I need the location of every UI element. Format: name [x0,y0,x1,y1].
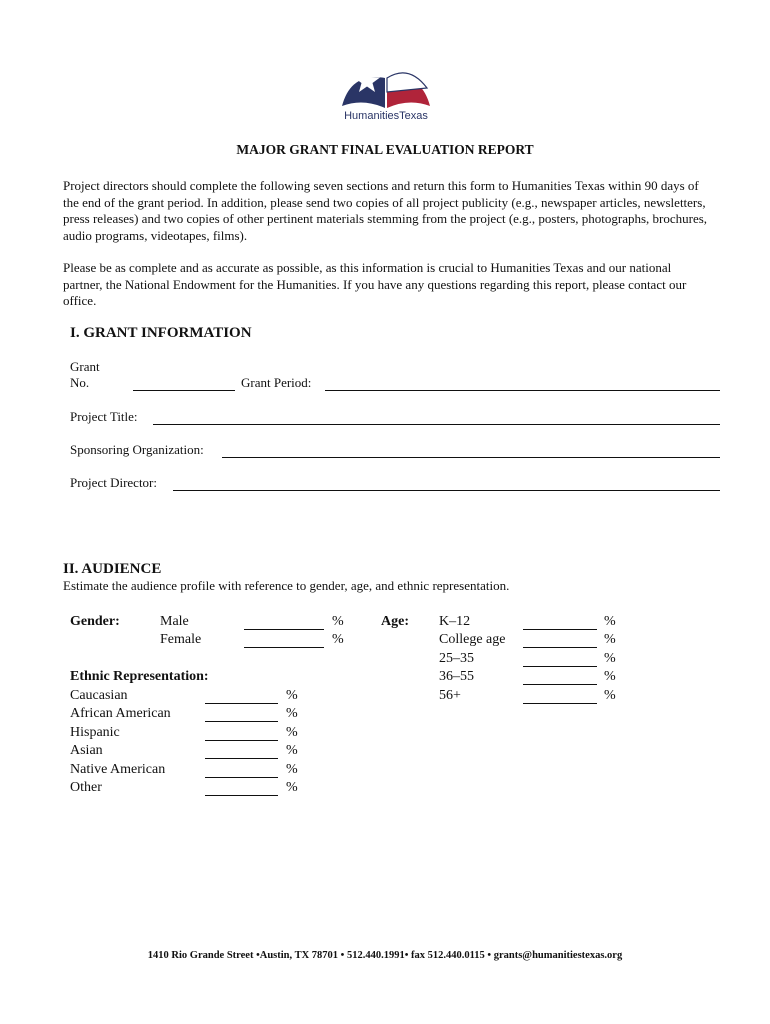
age-label: Age: [381,614,409,629]
age-25-35-label: 25–35 [439,651,474,666]
ethnic-representation-label: Ethnic Representation: [70,669,209,684]
ethnic-other-label: Other [70,780,102,795]
ethnic-caucasian-label: Caucasian [70,688,128,703]
percent-symbol: % [604,632,616,647]
intro-paragraph-2: Please be as complete and as accurate as possible, as this information is crucial to Humanities Texas and our national partner, the National Endowment for the Humanities. If you have any questions regarding this report, please contact our office. [63,260,687,308]
gender-label: Gender: [70,614,120,629]
grant-no-field[interactable] [133,390,235,391]
age-36-55-field[interactable] [523,684,597,685]
ethnic-african-american-label: African American [70,706,171,721]
audience-heading: II. AUDIENCE [63,561,162,577]
ethnic-asian-label: Asian [70,743,103,758]
open-book-star-icon [339,58,433,110]
sponsoring-organization-field[interactable] [222,457,720,458]
sponsoring-organization-label: Sponsoring Organization: [70,442,204,457]
humanities-texas-logo [336,58,436,128]
audience-subtitle: Estimate the audience profile with reference to gender, age, and ethnic representation. [63,578,510,593]
ethnic-other-field[interactable] [205,795,278,796]
gender-male-field[interactable] [244,629,324,630]
ethnic-native-american-field[interactable] [205,777,278,778]
page-title: MAJOR GRANT FINAL EVALUATION REPORT [236,142,534,157]
percent-symbol: % [286,725,298,740]
age-36-55-label: 36–55 [439,669,474,684]
gender-male-label: Male [160,614,189,629]
percent-symbol: % [286,762,298,777]
ethnic-native-american-label: Native American [70,762,166,777]
ethnic-asian-field[interactable] [205,758,278,759]
percent-symbol: % [604,688,616,703]
age-college-field[interactable] [523,647,597,648]
gender-female-field[interactable] [244,647,324,648]
percent-symbol: % [332,632,344,647]
percent-symbol: % [286,743,298,758]
grant-no-label-line1: Grant [70,359,100,374]
grant-period-label: Grant Period: [241,375,312,390]
percent-symbol: % [286,688,298,703]
project-director-field[interactable] [173,490,720,491]
age-k12-label: K–12 [439,614,471,629]
age-k12-field[interactable] [523,629,597,630]
percent-symbol: % [286,780,298,795]
age-college-label: College age [439,632,506,647]
age-56plus-field[interactable] [523,703,597,704]
percent-symbol: % [286,706,298,721]
project-title-field[interactable] [153,424,720,425]
percent-symbol: % [604,651,616,666]
gender-female-label: Female [160,632,202,647]
percent-symbol: % [604,614,616,629]
percent-symbol: % [332,614,344,629]
ethnic-caucasian-field[interactable] [205,703,278,704]
intro-paragraph-1: Project directors should complete the following seven sections and return this form to Humanities Texas within 90 days of the end of the grant period. In addition, please send two copies of all project publicity (e.g., newspaper articles, newsletters, press releases) and two copies of other pertinent materials stemming from the project (e.g., posters, photographs, brochures, audio programs, videotapes, films). [63,178,708,243]
ethnic-hispanic-field[interactable] [205,740,278,741]
grant-period-field[interactable] [325,390,720,391]
logo-text: HumanitiesTexas [344,110,428,122]
footer-contact: 1410 Rio Grande Street •Austin, TX 78701 • 512.440.1991• fax 512.440.0115 • grants@humanitiestexas.org [147,950,623,961]
percent-symbol: % [604,669,616,684]
project-director-label: Project Director: [70,475,157,490]
grant-information-heading: I. GRANT INFORMATION [70,325,252,341]
project-title-label: Project Title: [70,409,138,424]
grant-no-label-line2: No. [70,375,90,390]
age-25-35-field[interactable] [523,666,597,667]
ethnic-african-american-field[interactable] [205,721,278,722]
ethnic-hispanic-label: Hispanic [70,725,120,740]
age-56plus-label: 56+ [439,688,461,703]
